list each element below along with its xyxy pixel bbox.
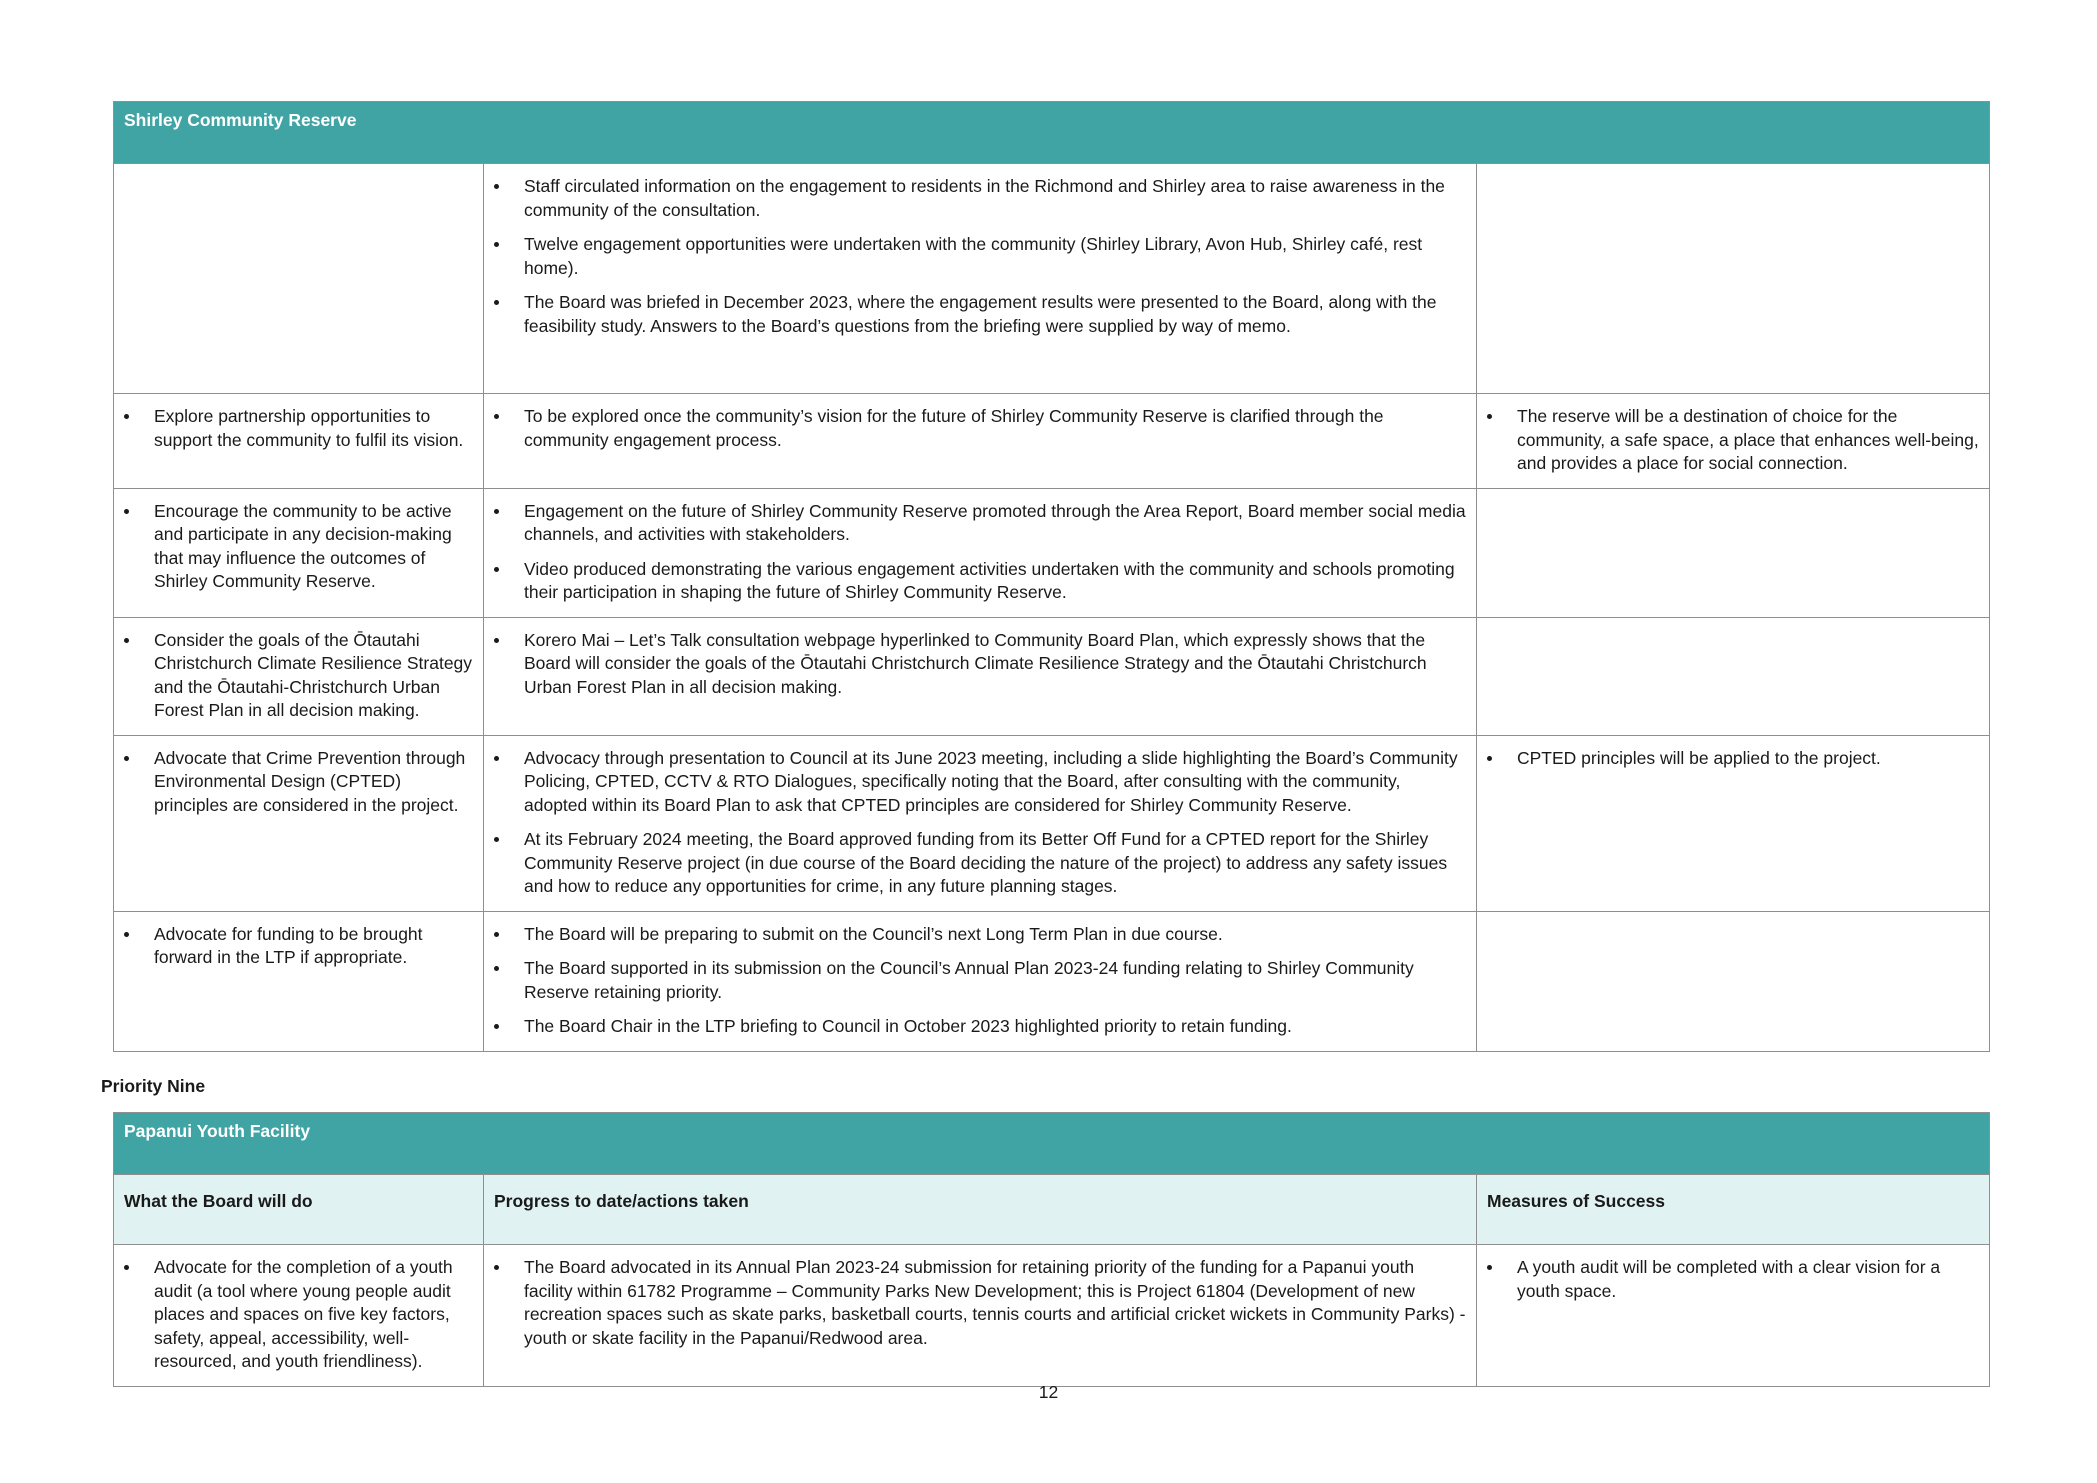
cell-measures (1477, 1245, 1990, 1387)
bullet-item: The Board supported in its submission on the Council’s Annual Plan 2023-24 funding relating to Shirley Community Reserve retaining priority. (524, 957, 1466, 1004)
bullet-item: Korero Mai – Let’s Talk consultation webpage hyperlinked to Community Board Plan, which expressly shows that the Board will consider the goals of the Ōtautahi Christchurch Climate Resilience Strategy and the Ōtautahi Christchurch Urban Forest Plan in all decision making. (524, 629, 1466, 700)
bullet-list (124, 629, 473, 723)
bullet-list (124, 923, 473, 970)
column-header: Measures of Success (1477, 1175, 1990, 1245)
cell-progress (484, 735, 1477, 911)
cell-board (114, 911, 484, 1051)
bullet-item: The reserve will be a destination of choice for the community, a safe space, a place that enhances well-being, and provides a place for social connection. (1517, 405, 1979, 476)
table-row (114, 735, 1990, 911)
table-row (114, 617, 1990, 735)
table-row (114, 488, 1990, 617)
cell-measures (1477, 488, 1990, 617)
bullet-list (124, 405, 473, 452)
bullet-list (124, 500, 473, 594)
bullet-item: The Board will be preparing to submit on the Council’s next Long Term Plan in due course. (524, 923, 1466, 947)
bullet-item: Staff circulated information on the engagement to residents in the Richmond and Shirley area to raise awareness in the community of the consultation. (524, 175, 1466, 222)
bullet-item: At its February 2024 meeting, the Board approved funding from its Better Off Fund for a CPTED report for the Shirley Community Reserve project (in due course of the Board deciding the nature of the project) to address any safety issues and how to reduce any opportunities for crime, in any future planning stages. (524, 828, 1466, 899)
bullet-item: To be explored once the community’s vision for the future of Shirley Community Reserve is clarified through the community engagement process. (524, 405, 1466, 452)
bullet-list (494, 405, 1466, 452)
cell-board (114, 488, 484, 617)
shirley-community-reserve-table (113, 101, 1990, 1052)
cell-board (114, 735, 484, 911)
table-row (114, 394, 1990, 489)
section-label: Priority Nine (101, 1076, 206, 1096)
cell-board (114, 617, 484, 735)
cell-progress (484, 617, 1477, 735)
column-header: Progress to date/actions taken (484, 1175, 1477, 1245)
bullet-item: Consider the goals of the Ōtautahi Christchurch Climate Resilience Strategy and the Ōtautahi-Christchurch Urban Forest Plan in all decision making. (154, 629, 473, 723)
papanui-youth-facility-table (113, 1112, 1990, 1387)
cell-progress (484, 1245, 1477, 1387)
bullet-list (494, 747, 1466, 899)
table-title: Shirley Community Reserve (114, 102, 1990, 164)
bullet-item: Twelve engagement opportunities were undertaken with the community (Shirley Library, Avon Hub, Shirley café, rest home). (524, 233, 1466, 280)
cell-board (114, 164, 484, 394)
bullet-item: Video produced demonstrating the various engagement activities undertaken with the community and schools promoting their participation in shaping the future of Shirley Community Reserve. (524, 558, 1466, 605)
column-header: What the Board will do (114, 1175, 484, 1245)
cell-measures (1477, 617, 1990, 735)
cell-progress (484, 488, 1477, 617)
bullet-item: Explore partnership opportunities to support the community to fulfil its vision. (154, 405, 473, 452)
bullet-item: Engagement on the future of Shirley Community Reserve promoted through the Area Report, Board member social media channels, and activities with stakeholders. (524, 500, 1466, 547)
bullet-item: Advocate for funding to be brought forward in the LTP if appropriate. (154, 923, 473, 970)
bullet-item: The Board was briefed in December 2023, where the engagement results were presented to the Board, along with the feasibility study. Answers to the Board’s questions from the briefing were supplied by way of memo. (524, 291, 1466, 338)
table-row (114, 1245, 1990, 1387)
table-title-band (114, 1113, 1990, 1175)
bullet-item: The Board advocated in its Annual Plan 2023-24 submission for retaining priority of the funding for a Papanui youth facility within 61782 Programme – Community Parks New Development; this is Project 61804 (Development of new recreation spaces such as skate parks, basketball courts, tennis courts and artificial cricket wickets in Community Parks) - youth or skate facility in the Papanui/Redwood area. (524, 1256, 1466, 1350)
bullet-item: A youth audit will be completed with a clear vision for a youth space. (1517, 1256, 1979, 1303)
cell-measures (1477, 735, 1990, 911)
cell-measures (1477, 164, 1990, 394)
bullet-list (494, 500, 1466, 605)
bullet-list (124, 1256, 473, 1374)
bullet-list (1487, 1256, 1979, 1303)
bullet-list (1487, 747, 1979, 771)
bullet-item: Advocate for the completion of a youth audit (a tool where young people audit places and spaces on five key factors, safety, appeal, accessibility, well-resourced, and youth friendliness). (154, 1256, 473, 1374)
table-row (114, 164, 1990, 394)
bullet-list (1487, 405, 1979, 476)
cell-measures (1477, 394, 1990, 489)
cell-board (114, 394, 484, 489)
table-title: Papanui Youth Facility (114, 1113, 1990, 1175)
bullet-list (494, 629, 1466, 700)
bullet-list (494, 175, 1466, 338)
table-title-band (114, 102, 1990, 164)
bullet-item: Encourage the community to be active and participate in any decision-making that may influence the outcomes of Shirley Community Reserve. (154, 500, 473, 594)
bullet-item: CPTED principles will be applied to the project. (1517, 747, 1979, 771)
bullet-item: The Board Chair in the LTP briefing to Council in October 2023 highlighted priority to retain funding. (524, 1015, 1466, 1039)
bullet-list (494, 923, 1466, 1039)
bullet-item: Advocate that Crime Prevention through Environmental Design (CPTED) principles are considered in the project. (154, 747, 473, 818)
cell-progress (484, 911, 1477, 1051)
column-headers (114, 1175, 1990, 1245)
cell-board (114, 1245, 484, 1387)
cell-progress (484, 164, 1477, 394)
table-row (114, 911, 1990, 1051)
bullet-list (124, 747, 473, 818)
cell-progress (484, 394, 1477, 489)
page-number: 12 (1038, 1382, 1059, 1402)
bullet-item: Advocacy through presentation to Council at its June 2023 meeting, including a slide highlighting the Board’s Community Policing, CPTED, CCTV & RTO Dialogues, specifically noting that the Board, after consulting with the community, adopted within its Board Plan to ask that CPTED principles are considered for Shirley Community Reserve. (524, 747, 1466, 818)
cell-measures (1477, 911, 1990, 1051)
bullet-list (494, 1256, 1466, 1350)
